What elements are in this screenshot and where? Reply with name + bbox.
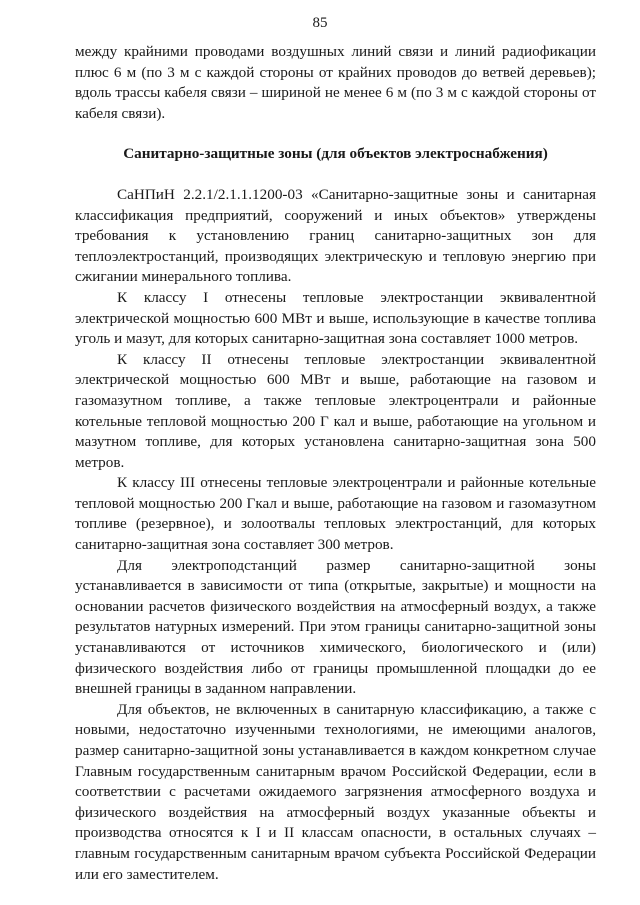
paragraph-class-3: К классу III отнесены тепловые электроцентрали и районные котельные тепловой мощностью 200 Гкал и выше, работающие на газовом и газомазутном топливе (резервное), и золоотвалы тепловых электростанций, для которых санитарно-защитная зона составляет 300 метров. [75,474,596,554]
paragraph-sanpin: СаНПиН 2.2.1/2.1.1.1200-03 «Санитарно-защитные зоны и санитарная классификация предприятий, сооружений и иных объектов» утверждены требования к установлению границ санитарно-защитных зон для теплоэлектростанций, производящих электрическую и тепловую энергию при сжигании минерального топлива. [75,185,596,286]
paragraph-class-2: К классу II отнесены тепловые электростанции эквивалентной электрической мощностью 600 МВт и выше, работающие на газовом и газомазутном топливе, а также тепловые электроцентрали и районные котельные тепловой мощностью 200 Г кал и выше, работающие на угольном и мазутном топливе, для которых установлена санитарно-защитная зона 500 метров. [75,350,596,471]
paragraph-class-1: К классу I отнесены тепловые электростанции эквивалентной электрической мощностью 600 МВт и выше, использующие в качестве топлива уголь и мазут, для которых санитарно-защитная зона составляет 1000 метров. [75,288,596,348]
page-number: 85 [312,15,328,31]
paragraph-unclassified-objects: Для объектов, не включенных в санитарную классификацию, а также с новыми, недостаточно изученными технологиями, не имеющими аналогов, размер санитарно-защитной зоны устанавливается в каждом конкретном случае Главным государственным санитарным врачом Российской Федерации, если в соответствии с расчетами ожидаемого загрязнения атмосферного воздуха и физического воздействия на атмосферный воздух указанные объекты и производства относятся к I и II классам опасности, в остальных случаях – главным государственным санитарным врачом субъекта Российской Федерации или его заместителем. [75,700,596,883]
paragraph-substations: Для электроподстанций размер санитарно-защитной зоны устанавливается в зависимости от типа (открытые, закрытые) и мощности на основании расчетов физического воздействия на атмосферный воздух, а также результатов натурных измерений. При этом границы санитарно-защитной зоны устанавливаются от источников химического, биологического и (или) физического воздействия либо от границы промышленной площадки до ее внешней границы в заданном направлении. [75,556,596,698]
section-heading: Санитарно-защитные зоны (для объектов электроснабжения) [123,145,548,163]
paragraph-continuation: между крайними проводами воздушных линий связи и линий радиофикации плюс 6 м (по 3 м с каждой стороны от крайних проводов до ветвей деревьев); вдоль трассы кабеля связи – шириной не менее 6 м (по 3 м с каждой стороны от кабеля связи). [75,43,596,122]
page-body [75,42,596,885]
